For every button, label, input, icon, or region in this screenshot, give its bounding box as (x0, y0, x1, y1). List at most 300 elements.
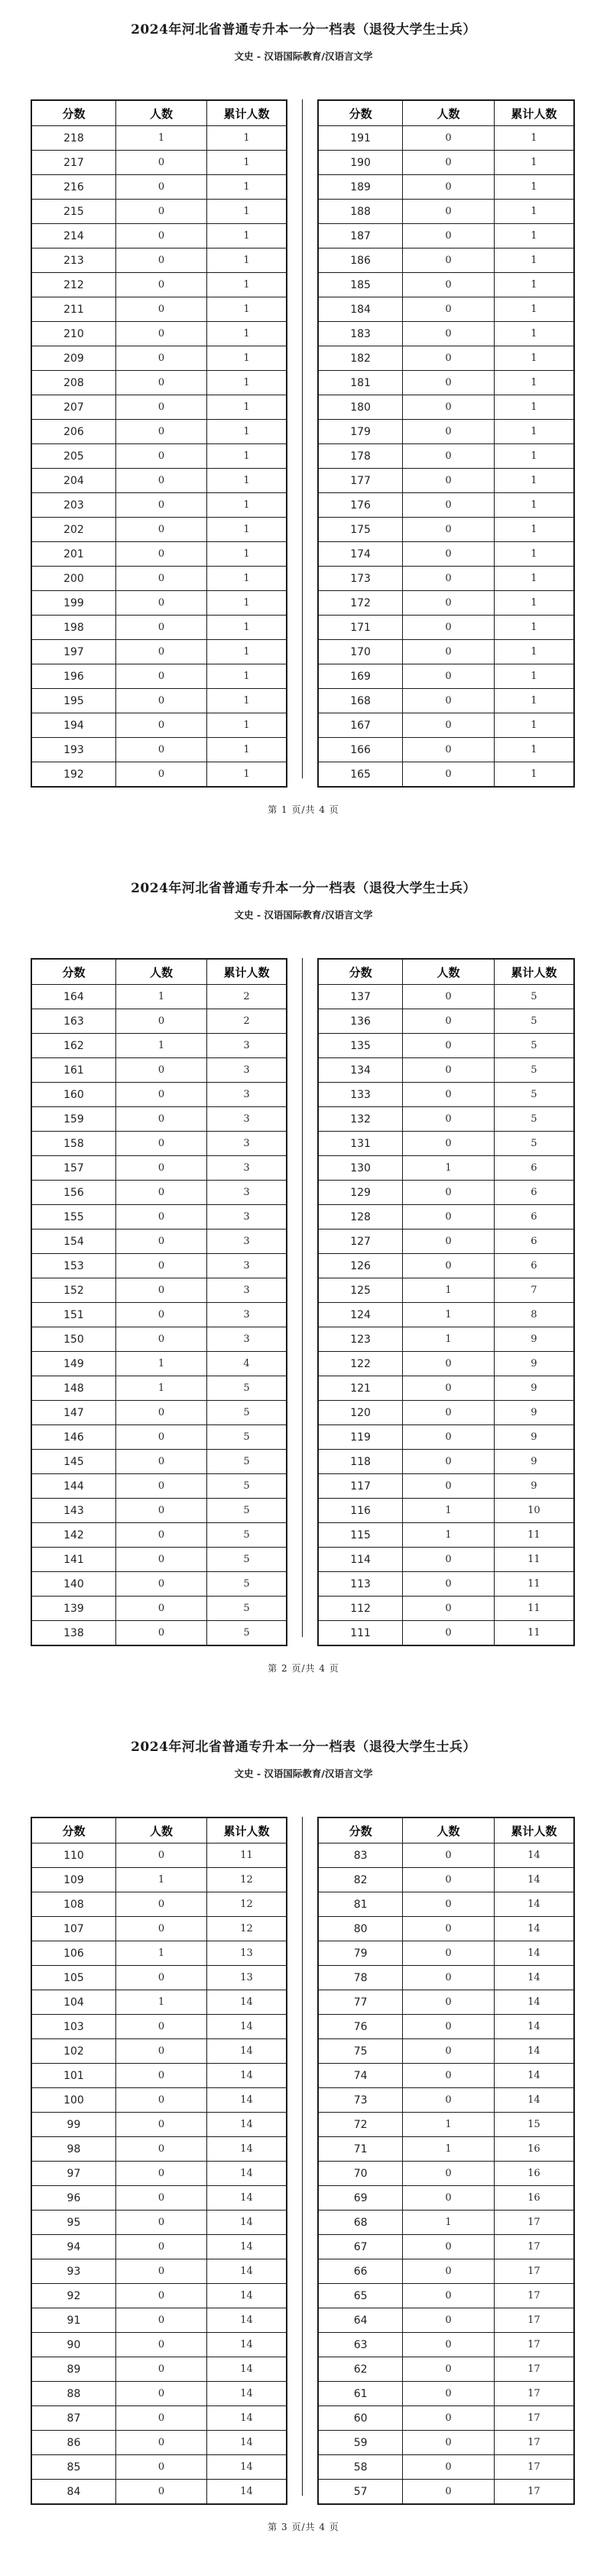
page-subtitle: 文史 - 汉语国际教育/汉语言文学 (234, 50, 373, 62)
table-row (318, 1376, 574, 1401)
score-cell: 176 (318, 493, 403, 518)
score-cell: 105 (31, 1966, 115, 1990)
count-cell: 0 (115, 1401, 206, 1425)
cumulative-cell: 1 (207, 518, 287, 542)
score-cell: 171 (318, 616, 403, 640)
cumulative-cell: 1 (207, 273, 287, 297)
cumulative-cell: 13 (207, 1966, 287, 1990)
cumulative-cell: 3 (207, 1034, 287, 1058)
column-header: 分数 (318, 100, 403, 126)
cumulative-cell: 14 (207, 2015, 287, 2039)
cumulative-cell: 6 (494, 1230, 574, 1254)
table-row (31, 2211, 287, 2235)
table-row (318, 2186, 574, 2211)
score-cell: 215 (31, 200, 115, 224)
table-row (31, 1230, 287, 1254)
score-cell: 178 (318, 444, 403, 469)
cumulative-cell: 3 (207, 1205, 287, 1230)
score-cell: 78 (318, 1966, 403, 1990)
score-cell: 211 (31, 297, 115, 322)
table-row (318, 1107, 574, 1132)
count-cell: 0 (115, 200, 206, 224)
score-cell: 64 (318, 2308, 403, 2333)
cumulative-cell: 1 (494, 224, 574, 249)
cumulative-cell: 3 (207, 1156, 287, 1181)
cumulative-cell: 17 (494, 2480, 574, 2505)
table-row (318, 762, 574, 788)
score-cell: 95 (31, 2211, 115, 2235)
cumulative-cell: 1 (207, 469, 287, 493)
score-cell: 117 (318, 1474, 403, 1499)
table-row (31, 738, 287, 762)
score-cell: 116 (318, 1499, 403, 1523)
cumulative-cell: 14 (207, 2088, 287, 2113)
table-row (31, 1621, 287, 1646)
count-cell: 0 (403, 151, 495, 175)
table-row (31, 1083, 287, 1107)
count-cell: 0 (115, 322, 206, 346)
table-row (318, 1941, 574, 1966)
table-row (318, 1523, 574, 1548)
table-row (318, 2137, 574, 2162)
score-cell: 173 (318, 567, 403, 591)
cumulative-cell: 5 (494, 1132, 574, 1156)
score-cell: 139 (31, 1597, 115, 1621)
score-cell: 94 (31, 2235, 115, 2259)
column-header: 累计人数 (207, 1817, 287, 1843)
count-cell: 0 (403, 1058, 495, 1083)
cumulative-cell: 11 (494, 1548, 574, 1572)
count-cell: 0 (403, 322, 495, 346)
score-cell: 169 (318, 664, 403, 689)
cumulative-cell: 1 (494, 151, 574, 175)
count-cell: 1 (115, 1868, 206, 1892)
table-row (31, 126, 287, 151)
score-cell: 143 (31, 1499, 115, 1523)
table-row (31, 1181, 287, 1205)
table-row (31, 985, 287, 1009)
score-cell: 110 (31, 1843, 115, 1868)
cumulative-cell: 14 (494, 2039, 574, 2064)
count-cell: 0 (115, 2162, 206, 2186)
table-row (31, 2406, 287, 2431)
table-row (31, 640, 287, 664)
table-row (31, 1425, 287, 1450)
score-cell: 106 (31, 1941, 115, 1966)
count-cell: 0 (403, 1892, 495, 1917)
count-cell: 0 (115, 1892, 206, 1917)
cumulative-cell: 1 (494, 591, 574, 616)
table-row (31, 542, 287, 567)
table-row (31, 1917, 287, 1941)
table-row (31, 2235, 287, 2259)
table-row (318, 738, 574, 762)
count-cell: 0 (115, 1278, 206, 1303)
page-footer: 第 2 页/共 4 页 (268, 1663, 339, 1674)
count-cell: 1 (115, 126, 206, 151)
cumulative-cell: 1 (207, 664, 287, 689)
table-row (318, 985, 574, 1009)
cumulative-cell: 6 (494, 1181, 574, 1205)
count-cell: 0 (403, 1083, 495, 1107)
table-row (31, 689, 287, 713)
count-cell: 0 (115, 493, 206, 518)
table-row (31, 273, 287, 297)
score-cell: 180 (318, 395, 403, 420)
count-cell: 0 (115, 2039, 206, 2064)
cumulative-cell: 17 (494, 2333, 574, 2357)
score-cell: 208 (31, 371, 115, 395)
cumulative-cell: 5 (494, 985, 574, 1009)
cumulative-cell: 14 (207, 2406, 287, 2431)
score-cell: 82 (318, 1868, 403, 1892)
count-cell: 1 (115, 1376, 206, 1401)
count-cell: 0 (115, 2211, 206, 2235)
table-row (31, 2186, 287, 2211)
table-row (31, 2137, 287, 2162)
score-cell: 122 (318, 1352, 403, 1376)
table-row (318, 2088, 574, 2113)
column-header: 累计人数 (494, 1817, 574, 1843)
table-row (318, 664, 574, 689)
cumulative-cell: 3 (207, 1230, 287, 1254)
table-row (318, 2039, 574, 2064)
cumulative-cell: 1 (494, 493, 574, 518)
cumulative-cell: 3 (207, 1278, 287, 1303)
score-cell: 188 (318, 200, 403, 224)
cumulative-cell: 14 (494, 2015, 574, 2039)
score-cell: 172 (318, 591, 403, 616)
score-cell: 150 (31, 1327, 115, 1352)
table-row (318, 297, 574, 322)
cumulative-cell: 1 (494, 322, 574, 346)
cumulative-cell: 14 (207, 2357, 287, 2382)
score-cell: 144 (31, 1474, 115, 1499)
count-cell: 0 (115, 2333, 206, 2357)
count-cell: 1 (403, 1327, 495, 1352)
count-cell: 0 (115, 713, 206, 738)
cumulative-cell: 5 (207, 1621, 287, 1646)
cumulative-cell: 1 (207, 713, 287, 738)
score-cell: 111 (318, 1621, 403, 1646)
table-row (318, 2211, 574, 2235)
score-cell: 65 (318, 2284, 403, 2308)
score-cell: 170 (318, 640, 403, 664)
score-cell: 67 (318, 2235, 403, 2259)
score-cell: 62 (318, 2357, 403, 2382)
score-cell: 167 (318, 713, 403, 738)
table-row (318, 2113, 574, 2137)
table-row (31, 1474, 287, 1499)
score-cell: 70 (318, 2162, 403, 2186)
table-row (318, 273, 574, 297)
cumulative-cell: 5 (207, 1376, 287, 1401)
score-cell: 98 (31, 2137, 115, 2162)
table-row (31, 1499, 287, 1523)
count-cell: 0 (115, 2259, 206, 2284)
score-cell: 85 (31, 2455, 115, 2480)
count-cell: 0 (403, 664, 495, 689)
score-cell: 118 (318, 1450, 403, 1474)
count-cell: 0 (403, 1401, 495, 1425)
count-cell: 0 (403, 1474, 495, 1499)
count-cell: 0 (115, 420, 206, 444)
score-cell: 179 (318, 420, 403, 444)
cumulative-cell: 14 (207, 2211, 287, 2235)
score-cell: 210 (31, 322, 115, 346)
cumulative-cell: 5 (494, 1034, 574, 1058)
table-row (318, 567, 574, 591)
cumulative-cell: 1 (207, 297, 287, 322)
score-cell: 157 (31, 1156, 115, 1181)
count-cell: 0 (115, 2186, 206, 2211)
score-cell: 193 (31, 738, 115, 762)
score-table-right (317, 958, 575, 1646)
count-cell: 0 (403, 249, 495, 273)
table-row (318, 1450, 574, 1474)
column-header: 分数 (318, 1817, 403, 1843)
cumulative-cell: 3 (207, 1107, 287, 1132)
cumulative-cell: 14 (494, 1843, 574, 1868)
score-cell: 189 (318, 175, 403, 200)
cumulative-cell: 14 (207, 1990, 287, 2015)
column-header: 人数 (403, 100, 495, 126)
cumulative-cell: 9 (494, 1474, 574, 1499)
score-cell: 218 (31, 126, 115, 151)
table-row (31, 2039, 287, 2064)
tables-area (31, 99, 575, 781)
score-cell: 123 (318, 1327, 403, 1352)
cumulative-cell: 1 (207, 395, 287, 420)
count-cell: 0 (403, 1572, 495, 1597)
column-header: 分数 (31, 959, 115, 985)
count-cell: 0 (403, 2015, 495, 2039)
cumulative-cell: 14 (207, 2235, 287, 2259)
score-cell: 201 (31, 542, 115, 567)
count-cell: 0 (115, 2455, 206, 2480)
cumulative-cell: 17 (494, 2455, 574, 2480)
score-cell: 102 (31, 2039, 115, 2064)
count-cell: 0 (115, 1254, 206, 1278)
count-cell: 0 (403, 1425, 495, 1450)
count-cell: 0 (115, 2382, 206, 2406)
score-cell: 124 (318, 1303, 403, 1327)
cumulative-cell: 1 (207, 493, 287, 518)
score-cell: 149 (31, 1352, 115, 1376)
cumulative-cell: 16 (494, 2186, 574, 2211)
cumulative-cell: 1 (494, 640, 574, 664)
score-cell: 92 (31, 2284, 115, 2308)
count-cell: 0 (115, 2088, 206, 2113)
table-row (31, 1278, 287, 1303)
score-cell: 184 (318, 297, 403, 322)
count-cell: 0 (403, 1376, 495, 1401)
table-row (31, 371, 287, 395)
count-cell: 0 (115, 2406, 206, 2431)
score-cell: 88 (31, 2382, 115, 2406)
table-row (318, 2064, 574, 2088)
count-cell: 0 (403, 1990, 495, 2015)
table-row (318, 713, 574, 738)
score-cell: 90 (31, 2333, 115, 2357)
count-cell: 1 (403, 2113, 495, 2137)
count-cell: 0 (403, 2382, 495, 2406)
table-row (318, 1132, 574, 1156)
count-cell: 0 (403, 616, 495, 640)
table-row (318, 1572, 574, 1597)
score-cell: 175 (318, 518, 403, 542)
score-cell: 59 (318, 2431, 403, 2455)
score-cell: 153 (31, 1254, 115, 1278)
score-cell: 58 (318, 2455, 403, 2480)
table-row (31, 2162, 287, 2186)
score-cell: 217 (31, 151, 115, 175)
cumulative-cell: 1 (494, 542, 574, 567)
count-cell: 0 (403, 1597, 495, 1621)
count-cell: 0 (115, 2308, 206, 2333)
score-cell: 182 (318, 346, 403, 371)
table-row (318, 1474, 574, 1499)
score-cell: 160 (31, 1083, 115, 1107)
count-cell: 0 (403, 2235, 495, 2259)
table-row (318, 1254, 574, 1278)
count-cell: 1 (115, 985, 206, 1009)
cumulative-cell: 14 (494, 1917, 574, 1941)
score-cell: 147 (31, 1401, 115, 1425)
score-cell: 155 (31, 1205, 115, 1230)
score-cell: 187 (318, 224, 403, 249)
page-subtitle: 文史 - 汉语国际教育/汉语言文学 (234, 1768, 373, 1779)
score-table-right (317, 99, 575, 788)
score-cell: 183 (318, 322, 403, 346)
cumulative-cell: 8 (494, 1303, 574, 1327)
cumulative-cell: 1 (494, 567, 574, 591)
column-header: 人数 (115, 959, 206, 985)
cumulative-cell: 3 (207, 1083, 287, 1107)
cumulative-cell: 4 (207, 1352, 287, 1376)
cumulative-cell: 1 (494, 762, 574, 788)
table-row (31, 2480, 287, 2505)
cumulative-cell: 1 (207, 420, 287, 444)
count-cell: 0 (403, 713, 495, 738)
score-cell: 79 (318, 1941, 403, 1966)
count-cell: 0 (403, 469, 495, 493)
table-row (31, 2431, 287, 2455)
score-cell: 174 (318, 542, 403, 567)
table-row (318, 2162, 574, 2186)
table-row (31, 518, 287, 542)
score-cell: 107 (31, 1917, 115, 1941)
score-cell: 101 (31, 2064, 115, 2088)
score-cell: 138 (31, 1621, 115, 1646)
count-cell: 0 (403, 1843, 495, 1868)
page-2 (0, 859, 607, 1717)
table-row (31, 1205, 287, 1230)
table-row (31, 1376, 287, 1401)
count-cell: 0 (115, 346, 206, 371)
table-row (31, 1892, 287, 1917)
count-cell: 0 (403, 1181, 495, 1205)
count-cell: 0 (403, 2284, 495, 2308)
score-cell: 146 (31, 1425, 115, 1450)
count-cell: 0 (403, 2259, 495, 2284)
table-row (31, 1572, 287, 1597)
cumulative-cell: 2 (207, 1009, 287, 1034)
count-cell: 0 (115, 542, 206, 567)
table-row (318, 2455, 574, 2480)
count-cell: 0 (403, 420, 495, 444)
table-row (31, 1548, 287, 1572)
score-cell: 86 (31, 2431, 115, 2455)
count-cell: 0 (403, 1107, 495, 1132)
score-cell: 57 (318, 2480, 403, 2505)
table-row (31, 664, 287, 689)
cumulative-cell: 1 (494, 273, 574, 297)
cumulative-cell: 14 (207, 2455, 287, 2480)
score-cell: 60 (318, 2406, 403, 2431)
table-row (318, 371, 574, 395)
table-row (318, 1868, 574, 1892)
column-header: 人数 (403, 1817, 495, 1843)
count-cell: 0 (115, 1474, 206, 1499)
score-cell: 197 (31, 640, 115, 664)
cumulative-cell: 5 (494, 1009, 574, 1034)
cumulative-cell: 1 (207, 200, 287, 224)
score-cell: 113 (318, 1572, 403, 1597)
cumulative-cell: 1 (207, 640, 287, 664)
table-row (31, 2455, 287, 2480)
cumulative-cell: 5 (494, 1107, 574, 1132)
table-row (31, 567, 287, 591)
count-cell: 0 (403, 175, 495, 200)
count-cell: 0 (403, 640, 495, 664)
cumulative-cell: 11 (494, 1572, 574, 1597)
cumulative-cell: 1 (494, 371, 574, 395)
table-divider (302, 958, 303, 1637)
cumulative-cell: 11 (207, 1843, 287, 1868)
count-cell: 0 (115, 1425, 206, 1450)
count-cell: 0 (403, 1254, 495, 1278)
score-cell: 161 (31, 1058, 115, 1083)
table-row (31, 1034, 287, 1058)
cumulative-cell: 1 (207, 175, 287, 200)
score-cell: 204 (31, 469, 115, 493)
score-cell: 168 (318, 689, 403, 713)
count-cell: 0 (115, 567, 206, 591)
count-cell: 0 (115, 1597, 206, 1621)
count-cell: 0 (115, 175, 206, 200)
score-cell: 109 (31, 1868, 115, 1892)
score-cell: 96 (31, 2186, 115, 2211)
table-row (318, 2015, 574, 2039)
table-row (31, 1941, 287, 1966)
score-cell: 198 (31, 616, 115, 640)
score-cell: 202 (31, 518, 115, 542)
count-cell: 0 (115, 249, 206, 273)
table-row (318, 1401, 574, 1425)
score-cell: 112 (318, 1597, 403, 1621)
score-cell: 83 (318, 1843, 403, 1868)
count-cell: 1 (403, 2137, 495, 2162)
cumulative-cell: 1 (494, 200, 574, 224)
table-row (31, 2357, 287, 2382)
table-row (31, 1401, 287, 1425)
table-row (31, 2015, 287, 2039)
score-cell: 209 (31, 346, 115, 371)
count-cell: 0 (115, 1966, 206, 1990)
count-cell: 0 (403, 1009, 495, 1034)
table-row (318, 1156, 574, 1181)
